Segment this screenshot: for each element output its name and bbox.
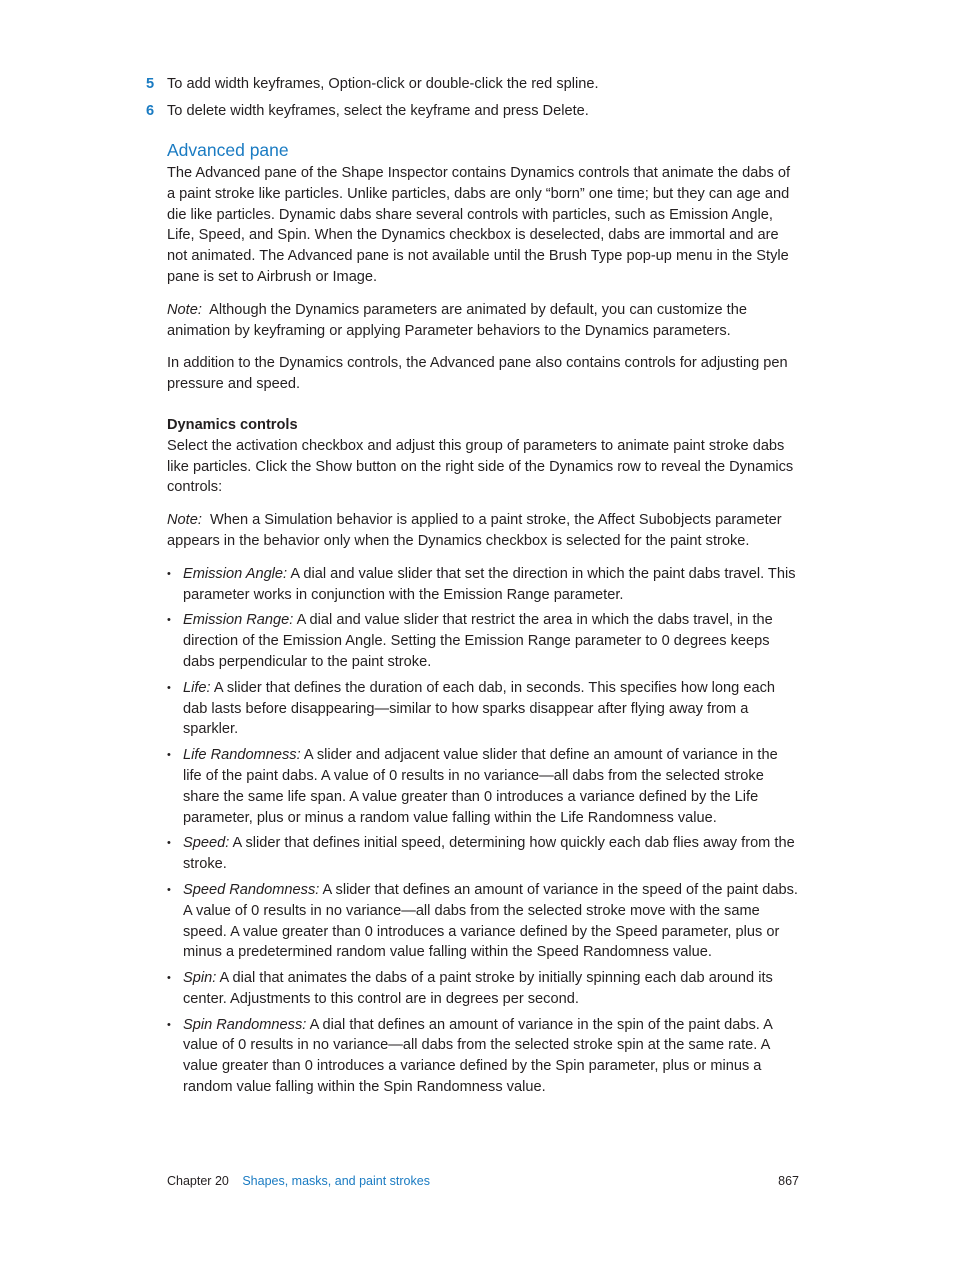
step-text: To delete width keyframes, select the keyframe and press Delete. <box>167 103 589 119</box>
parameter-description: A slider that defines the duration of each dab, in seconds. This specifies how long each dab lasts before disappearing—similar to how sparks disappear after flying away from a sparkler. <box>183 679 775 738</box>
step-text: To add width keyframes, Option-click or double-click the red spline. <box>167 76 599 92</box>
note-label: Note: <box>167 301 202 318</box>
note-text: When a Simulation behavior is applied to a paint stroke, the Affect Subobjects parameter appears in the behavior only when the Dynamics checkbox is selected for the paint stroke. <box>167 512 782 549</box>
subsection-intro: Select the activation checkbox and adjust this group of parameters to animate paint stroke dabs like particles. Click the Show button on the right side of the Dynamics row to reveal the Dynamics controls: <box>167 437 794 496</box>
parameter-term: Speed: <box>183 835 230 852</box>
note-paragraph <box>167 300 799 342</box>
parameter-description: A slider that defines initial speed, determining how quickly each dab flies away from the stroke. <box>183 835 795 873</box>
subsection-heading: Dynamics controls <box>167 416 298 433</box>
main-content <box>167 138 799 1103</box>
chapter-title-link[interactable]: Shapes, masks, and paint strokes <box>242 1174 430 1188</box>
step-number: 5 <box>146 76 155 92</box>
parameter-term: Life: <box>183 679 211 696</box>
parameter-description: A dial and value slider that restrict the area in which the dabs travel, in the direction of the Emission Angle. Setting the Emission Range parameter to 0 degrees keeps dabs perpendicular to the paint stroke. <box>183 612 773 670</box>
section-intro: The Advanced pane of the Shape Inspector contains Dynamics controls that animate the dabs of a paint stroke like particles. Unlike particles, dabs are only “born” one time; but they can age and die like particles. Dynamic dabs share several controls with particles, such as Emission Angle, Life, Speed, and Spin. When the Dynamics checkbox is deselected, dabs are immortal and are not animated. The Advanced pane is not available until the Brush Type pop-up menu in the Style pane is set to Airbrush or Image. <box>167 165 791 285</box>
parameter-description: A dial that animates the dabs of a paint stroke by initially spinning each dab around its center. Adjustments to this control are in degrees per second. <box>183 970 773 1007</box>
note-paragraph <box>167 510 799 552</box>
list-item <box>167 610 799 672</box>
section-heading: Advanced pane <box>167 140 289 160</box>
list-item <box>167 968 799 1010</box>
chapter-label: Chapter 20 <box>167 1174 229 1188</box>
list-item <box>167 880 799 963</box>
list-item <box>167 1015 799 1098</box>
parameter-term: Spin Randomness: <box>183 1016 307 1033</box>
parameter-description: A dial that defines an amount of variance in the spin of the paint dabs. A value of 0 results in no variance—all dabs from the selected stroke spin at the same rate. A value greater than 0 introduces a variance defined by the Spin parameter, plus or minus a random value falling within the Spin Randomness value. <box>183 1016 773 1096</box>
step-number: 6 <box>146 103 155 119</box>
parameter-term: Life Randomness: <box>183 747 301 764</box>
parameter-term: Speed Randomness: <box>183 881 320 898</box>
paragraph: In addition to the Dynamics controls, the Advanced pane also contains controls for adjusting pen pressure and speed. <box>167 355 788 393</box>
list-item <box>167 564 799 606</box>
parameter-description: A dial and value slider that set the direction in which the paint dabs travel. This parameter works in conjunction with the Emission Range parameter. <box>183 565 796 603</box>
list-item <box>167 833 799 875</box>
parameter-term: Emission Angle: <box>183 565 288 582</box>
parameter-list <box>167 564 799 1098</box>
list-item <box>167 678 799 740</box>
step-item <box>146 101 806 128</box>
parameter-term: Emission Range: <box>183 612 294 629</box>
note-text: Although the Dynamics parameters are animated by default, you can customize the animation by keyframing or applying Parameter behaviors to the Dynamics parameters. <box>167 301 747 339</box>
page-number: 867 <box>778 1174 799 1188</box>
step-item <box>146 74 806 101</box>
parameter-description: A slider that defines an amount of variance in the speed of the paint dabs. A value of 0 results in no variance—all dabs from the selected stroke move with the same speed. A value greater than 0 introduces a variance defined by the Speed parameter, plus or minus a predetermined random value falling within the Speed Randomness value. <box>183 881 798 961</box>
parameter-term: Spin: <box>183 970 217 987</box>
parameter-description: A slider and adjacent value slider that define an amount of variance in the life of the paint dabs. A value of 0 results in no variance—all dabs from the selected stroke share the same life span. A value greater than 0 introduces a variance defined by the Life parameter, plus or minus a random value falling within the Life Randomness value. <box>183 747 778 826</box>
page-footer <box>167 1172 799 1190</box>
step-list <box>146 74 806 128</box>
list-item <box>167 745 799 828</box>
note-label: Note: <box>167 512 202 529</box>
